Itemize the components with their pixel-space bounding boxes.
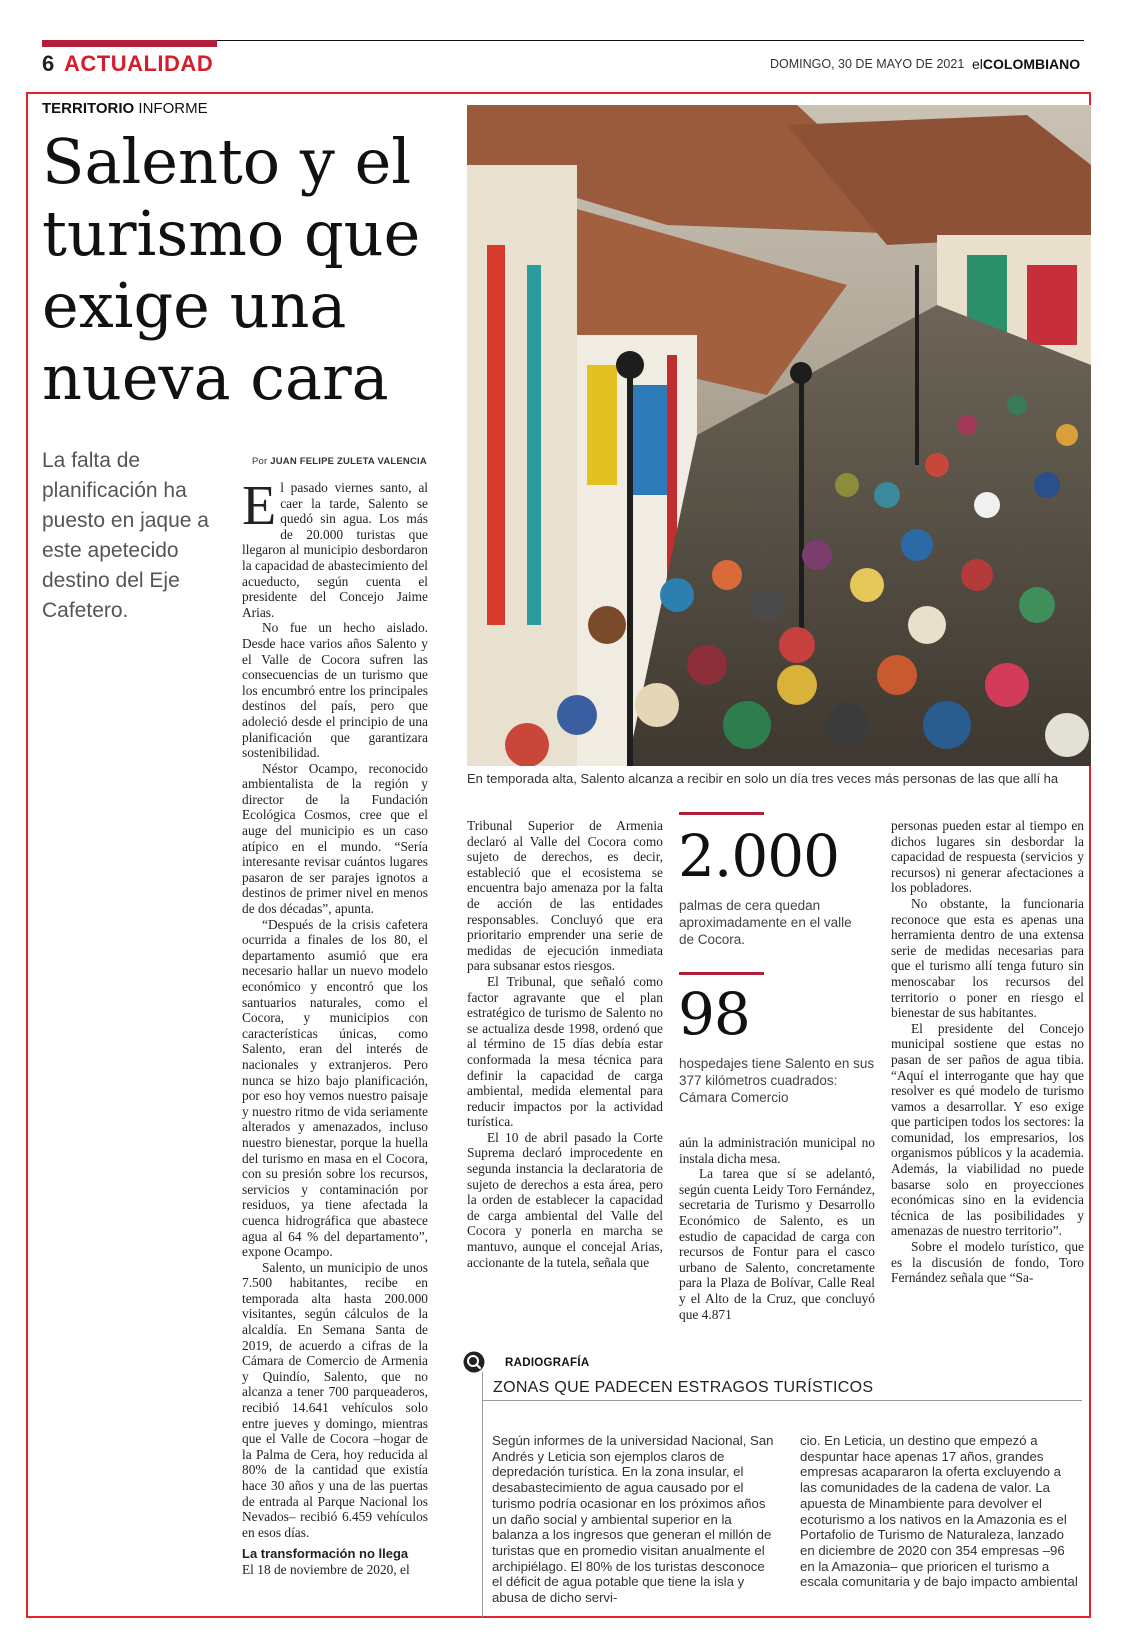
magnifier-icon xyxy=(463,1351,485,1373)
paragraph: aún la administración municipal no instala dicha mesa. xyxy=(679,1135,875,1166)
paragraph: personas pueden estar al tiempo en dichos lugares sin desbordar la capacidad de respuesta (servicios y recursos) ni generar afectaciones a los pobladores. xyxy=(891,818,1084,896)
paragraph: El presidente del Concejo municipal sostiene que estas no pasan de ser paños de agua tibia. “Aquí el interrogante que hay que resolver es qué modelo de turismo vamos a desarrollar. Y eso exige que participen todos los sectores: la comunidad, los empresarios, los organismos públicos y la academia. Además, la viabilidad no puede basarse solo en proyecciones económicas sino en la evidencia técnica de las posibilidades y amenazas de nuestro territorio”. xyxy=(891,1020,1084,1239)
article-column-4 xyxy=(891,818,1084,1286)
paragraph: La tarea que sí se adelantó, según cuenta Leidy Toro Fernández, secretaria de Turismo y Desarrollo Económico de Salento, es un estudio de capacidad de carga con recursos de Fontur para el casco urbano de Salento, concretamente para la Plaza de Bolívar, Calle Real y el Alto de la Cruz, que concluyó que 4.871 xyxy=(679,1166,875,1322)
byline-author: JUAN FELIPE ZULETA VALENCIA xyxy=(270,456,427,467)
paragraph: Tribunal Superior de Armenia declaró al Valle del Cocora como sujeto de derechos, es decir, estableció que el ecosistema se encuentra bajo amenaza por la falta de acción de las entidades responsables. Concluyó que era prioritario emprender una serie de medidas de ejecución inmediata para subsanar estos riesgos. xyxy=(467,818,663,974)
box-column-1 xyxy=(492,1433,778,1606)
box-side-rule xyxy=(482,1372,483,1617)
stat-number: 98 xyxy=(678,980,750,1048)
stat-description: palmas de cera quedan aproximadamente en el valle de Cocora. xyxy=(679,898,852,947)
box-rule xyxy=(482,1400,1082,1401)
photo-illustration xyxy=(467,105,1091,766)
kicker xyxy=(42,100,208,117)
paragraph: No obstante, la funcionaria reconoce que esta es apenas una herramienta dentro de una extensa serie de medidas necesarias para que el turismo allí tenga futuro sin menoscabar los recursos del territorio o poner en riesgo el bienestar de sus habitantes. xyxy=(891,895,1084,1021)
byline xyxy=(252,456,427,467)
byline-prefix: Por xyxy=(252,456,268,467)
paragraph: Sobre el modelo turístico, que es la discusión de fondo, Toro Fernández señala que “Sa- xyxy=(891,1239,1084,1286)
brand-name: COLOMBIANO xyxy=(982,56,1081,72)
box-text: Según informes de la universidad Nacional, San Andrés y Leticia son ejemplos claros de depredación turística. En la zona insular, el desabastecimiento de agua causado por el turismo podría ocasionar en los próximos años un daño social y ambiental superior en la balanza a los ingresos que generan el millón de turistas que en promedio visitan anualmente el archipiélago. El 80% de los turistas desconoce el déficit de agua potable que tiene la isla y abusa de dicho servi- xyxy=(492,1433,774,1606)
stat-bar xyxy=(679,972,764,975)
article-column-1 xyxy=(242,475,428,1578)
stat-number: 2.000 xyxy=(678,822,840,890)
subheadline: La falta de planificación ha puesto en jaque a este apetecido destino del Eje Cafetero. xyxy=(42,449,209,622)
box-label: RADIOGRAFÍA xyxy=(505,1357,590,1369)
section-tab-bar xyxy=(42,40,217,47)
newspaper-logo xyxy=(972,56,1080,72)
box-column-2 xyxy=(800,1433,1080,1590)
box-text: cio. En Leticia, un destino que empezó a despuntar hace apenas 17 años, grandes empresas acapararon la oferta excluyendo a las comunidades de la cadena de valor. La apuesta de Minambiente para devolver el ecoturismo a los nativos en la Amazonia es el Portafolio de Turismo de Naturaleza, lanzado en diciembre de 2020 con 354 empresas –96 en la Amazonia– que prioricen el turismo a escala comunitaria y de bajo impacto ambiental xyxy=(800,1433,1078,1590)
section-subhead: La transformación no llega xyxy=(242,1546,409,1562)
article-column-3 xyxy=(679,1135,875,1322)
paragraph: Salento, un municipio de unos 7.500 habitantes, recibe en temporada alta hasta 200.000 visitantes, según cálculos de la alcaldía. En Semana Santa de 2019, de acuerdo a cifras de la Cámara de Comercio de Armenia y Quindío, Salento, que no alcanza a tener 700 parqueaderos, recibió 14.641 vehículos solo entre jueves y domingo, mientras que el Valle de Cocora –hogar de la Palma de Cera, hoy reducida al 80% de la cantidad que existía hace 30 años y una de las puertas de entrada al Parque Nacional los Nevados– recibió 6.459 vehículos en esos días. xyxy=(242,1259,428,1540)
section-name: ACTUALIDAD xyxy=(64,51,214,76)
page-number: 6 xyxy=(42,51,55,76)
article-column-2 xyxy=(467,818,663,1270)
stat-description: hospedajes tiene Salento en sus 377 kilómetros cuadrados: Cámara Comercio xyxy=(679,1056,875,1105)
paragraph: “Después de la crisis cafetera ocurrida a finales de los 80, el departamento asumió que era necesario hallar un nuevo modelo económico y encontró que los santuarios naturales, como el Cocora, y municipios con características únicas, como Salento, eran del interés de nacionales y extranjeros. Pero nunca se hizo bajo planificación, por eso hoy vemos nuestro paisaje y nuestro ritmo de vida seriamente alterados y amenazados, incluso nuestro bienestar, porque la huella del turismo en masa en el Cocora, con su presión sobre los recursos, servicios y contaminación por residuos, ya tiene afectada la cuenca hidrográfica que abastece agua al 64 % del departamento”, expone Ocampo. xyxy=(242,916,428,1260)
paragraph: El 10 de abril pasado la Corte Suprema declaró improcedente en segunda instancia la declaratoria de sujeto de derechos a esta área, pero la orden de establecer la capacidad de carga ambiental del Valle del Cocora y ponerla en marcha se mantuvo, aunque el concejal Arias, accionante de la tutela, señala que xyxy=(467,1129,663,1270)
paragraph: El Tribunal, que señaló como factor agravante que el plan estratégico de turismo de Salento no se actualiza desde 1998, ordenó que al término de 15 días debía estar conformada la mesa técnica para definir la capacidad de carga ambiental, medida elemental para reducir impactos por la actividad turística. xyxy=(467,973,663,1130)
paragraph: El 18 de noviembre de 2020, el xyxy=(242,1561,410,1577)
drop-cap: E xyxy=(242,475,277,537)
photo-caption: En temporada alta, Salento alcanza a recibir en solo un día tres veces más personas de las que allí ha xyxy=(467,771,1059,786)
kicker-bold: TERRITORIO xyxy=(42,100,135,117)
kicker-rest: INFORME xyxy=(138,100,208,117)
paragraph: No fue un hecho aislado. Desde hace varios años Salento y el Valle de Cocora sufren las consecuencias de un turismo que los encumbró entre los principales destinos del país, pero que adoleció desde el principio de una planificación que garantizara sostenibilidad. xyxy=(242,620,428,761)
paragraph: Néstor Ocampo, reconocido ambientalista de la región y director de la Fundación Ecológica Cosmos, cree que el auge del municipio es un caso atípico en el mundo. “Sería interesante revisar cuántos lugares pasaron de ser parajes ignotos a destinos de primer nivel en menos de dos décadas”, apunta. xyxy=(242,760,428,917)
brand-prefix: el xyxy=(972,56,983,72)
paragraph: l pasado viernes santo, al caer la tarde, Salento se quedó sin agua. Los más de 20.000 turistas que llegaron al municipio desbordaron la capacidad de abastecimiento del acueducto, según cuenta el presidente del Concejo Jaime Arias. xyxy=(242,480,428,620)
stat-bar xyxy=(679,812,764,815)
street-crowd-photo xyxy=(467,105,1091,766)
issue-date: DOMINGO, 30 DE MAYO DE 2021 xyxy=(770,57,965,71)
box-title: ZONAS QUE PADECEN ESTRAGOS TURÍSTICOS xyxy=(493,1379,874,1396)
headline: Salento y el turismo que exige una nueva cara xyxy=(42,125,421,414)
